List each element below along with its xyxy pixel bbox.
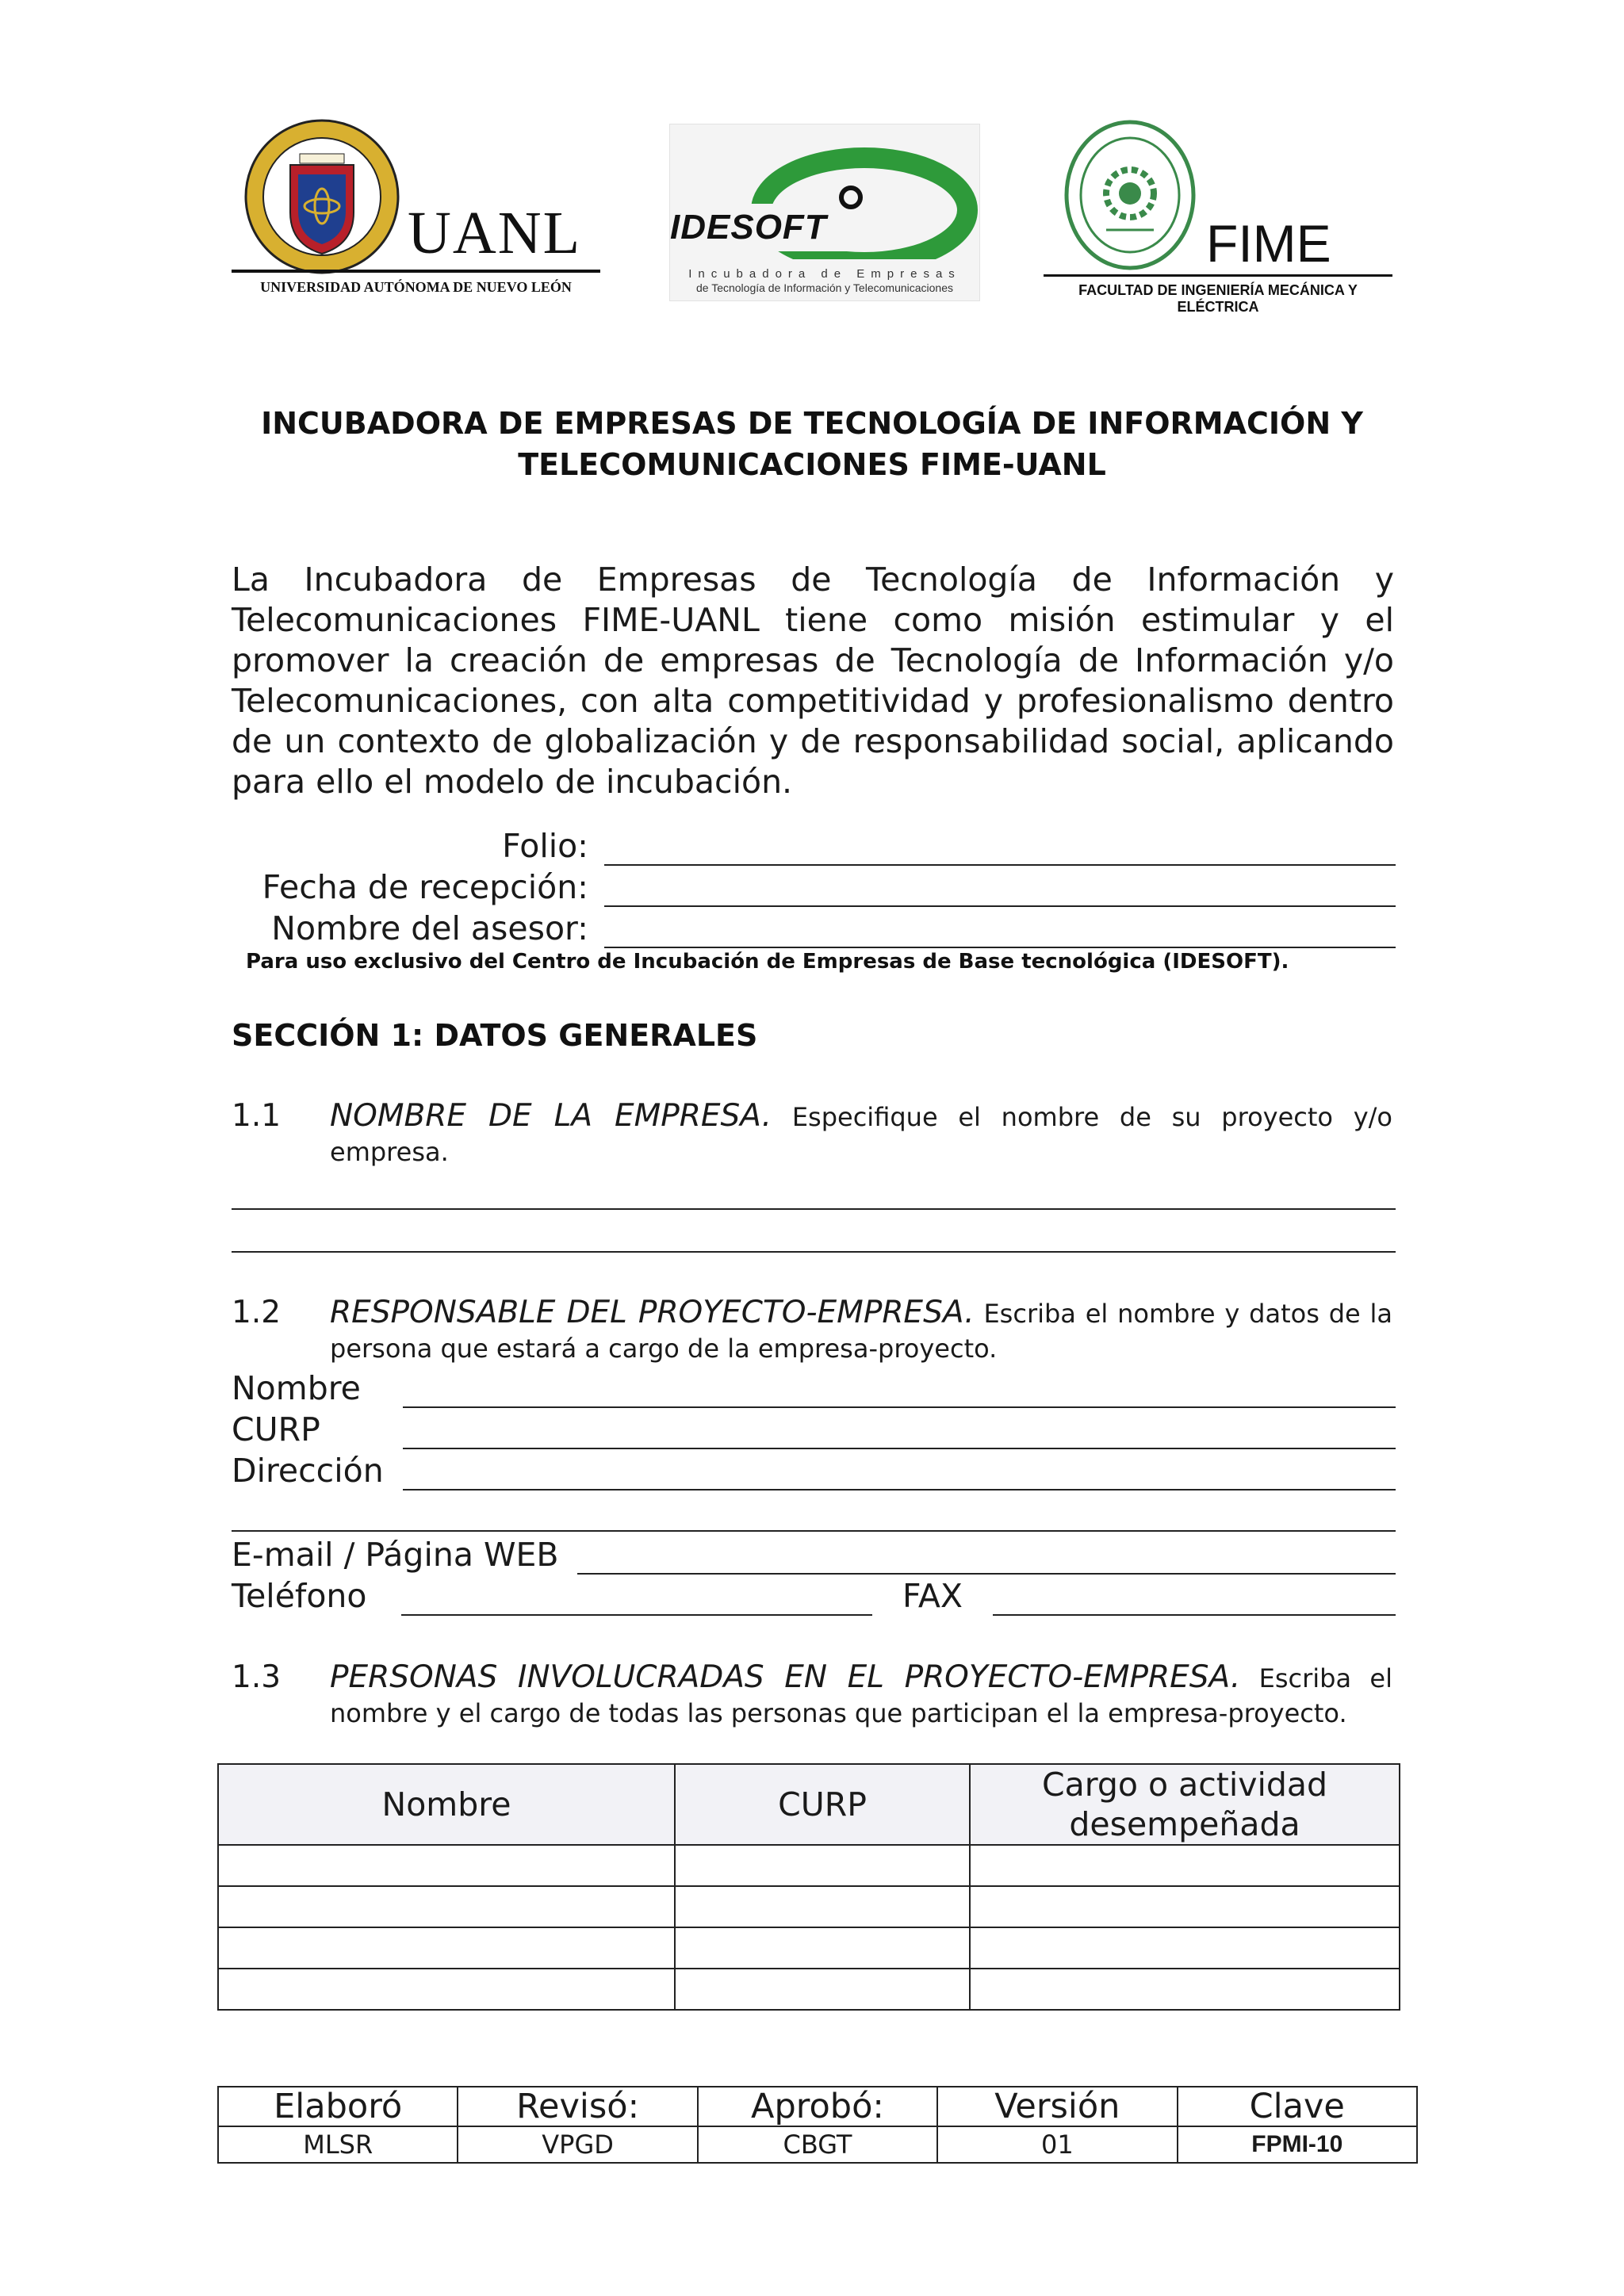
direccion-field-line-2[interactable] [232,1530,1396,1532]
table-row [218,1927,1400,1969]
aprobo-value: CBGT [698,2126,937,2163]
clave-value: FPMI-10 [1178,2126,1417,2163]
mission-paragraph: La Incubadora de Empresas de Tecnología de Información y Telecomunicaciones FIME-UANL tiene como misión estimular y el promover la creación de empresas de Tecnología de Información y/o Telecomunicaciones, con alta competitividad y profesionalismo dentro de un contexto de globalización y de responsabilidad social, aplicando para ello el modelo de incubación. [232,561,1394,801]
item-1-2-text: Escriba el nombre y datos de la persona que estará a cargo de la empresa-proyecto. [330,1299,1392,1364]
header-nombre: Nombre [218,1764,675,1845]
clave-header: Clave [1178,2087,1417,2126]
nombre-asesor-label: Nombre del asesor: [271,909,588,947]
uanl-seal-icon [243,117,401,276]
idesoft-logo [669,124,980,301]
item-1-3-number: 1.3 [232,1659,282,1695]
item-1-3-lead: PERSONAS INVOLUCRADAS EN EL PROYECTO-EMPRESA. [330,1659,1241,1695]
direccion-field-line-1[interactable] [403,1489,1396,1490]
cell-curp[interactable] [675,1886,970,1927]
item-1-3-description [330,1660,1392,1731]
table-row [218,1845,1400,1886]
control-value-row [218,2126,1417,2163]
cell-curp[interactable] [675,1969,970,2010]
item-1-1-number: 1.1 [232,1098,282,1134]
idesoft-tagline-2: de Tecnología de Información y Telecomunicaciones [695,281,954,294]
empresa-name-line-1[interactable] [232,1208,1396,1210]
cell-cargo[interactable] [970,1845,1400,1886]
fime-wordmark: FIME [1206,214,1331,273]
header-cargo: Cargo o actividad desempeñada [970,1764,1400,1845]
empresa-name-line-2[interactable] [232,1251,1396,1253]
item-1-2-description [330,1295,1392,1366]
reviso-header: Revisó: [458,2087,697,2126]
title-line-1: INCUBADORA DE EMPRESAS DE TECNOLOGÍA DE INFORMACIÓN Y [261,406,1363,441]
idesoft-tagline-1: Incubadora de Empresas [688,267,961,281]
cell-nombre[interactable] [218,1886,675,1927]
office-use-note: Para uso exclusivo del Centro de Incubación de Empresas de Base tecnológica (IDESOFT). [246,950,1289,974]
item-1-1-description [330,1099,1392,1169]
email-web-label: E-mail / Página WEB [232,1536,559,1574]
document-title [232,403,1392,485]
section-1-heading: SECCIÓN 1: DATOS GENERALES [232,1018,758,1053]
fime-seal-icon [1063,119,1197,271]
aprobo-header: Aprobó: [698,2087,937,2126]
idesoft-wordmark: IDESOFT [670,208,827,247]
reviso-value: VPGD [458,2126,697,2163]
item-1-2-lead: RESPONSABLE DEL PROYECTO-EMPRESA. [330,1295,975,1330]
title-line-2: TELECOMUNICACIONES FIME-UANL [518,447,1106,482]
folio-field[interactable] [604,864,1396,866]
direccion-label: Dirección [232,1452,384,1490]
fime-subtitle: FACULTAD DE INGENIERÍA MECÁNICA Y ELÉCTRICA [1078,282,1358,315]
uanl-rule [232,270,600,273]
item-1-3-text: Escriba el nombre y el cargo de todas las personas que participan el la empresa-proyecto. [330,1663,1392,1728]
fime-logo [1044,119,1392,315]
nombre-label: Nombre [232,1369,361,1407]
cell-cargo[interactable] [970,1927,1400,1969]
item-1-1-lead: NOMBRE DE LA EMPRESA. [330,1098,772,1134]
header-curp: CURP [675,1764,970,1845]
version-header: Versión [937,2087,1177,2126]
people-table [217,1763,1400,2011]
folio-label: Folio: [502,827,588,865]
cell-curp[interactable] [675,1927,970,1969]
uanl-logo [232,117,606,301]
telefono-field[interactable] [401,1614,872,1616]
elaboro-value: MLSR [218,2126,458,2163]
curp-field[interactable] [403,1448,1396,1449]
fecha-recepcion-field[interactable] [604,905,1396,907]
elaboro-header: Elaboró [218,2087,458,2126]
fax-label: FAX [902,1577,963,1615]
item-1-2-number: 1.2 [232,1295,282,1330]
uanl-wordmark: UANL [408,200,582,266]
cell-nombre[interactable] [218,1845,675,1886]
cell-cargo[interactable] [970,1886,1400,1927]
control-header-row [218,2087,1417,2126]
fax-field[interactable] [993,1614,1396,1616]
table-row [218,1969,1400,2010]
cell-nombre[interactable] [218,1969,675,2010]
fime-rule [1044,274,1392,277]
email-web-field[interactable] [577,1573,1396,1575]
fecha-recepcion-label: Fecha de recepción: [262,868,588,906]
version-value: 01 [937,2126,1177,2163]
table-row [218,1886,1400,1927]
document-control-table [217,2086,1418,2164]
uanl-subtitle: UNIVERSIDAD AUTÓNOMA DE NUEVO LEÓN [260,279,572,295]
curp-label: CURP [232,1410,320,1448]
nombre-field[interactable] [403,1406,1396,1408]
nombre-asesor-field[interactable] [604,947,1396,948]
cell-nombre[interactable] [218,1927,675,1969]
telefono-label: Teléfono [232,1577,367,1615]
cell-curp[interactable] [675,1845,970,1886]
item-1-1-text: Especifique el nombre de su proyecto y/o empresa. [330,1102,1393,1167]
cell-cargo[interactable] [970,1969,1400,2010]
people-table-header [218,1764,1400,1845]
